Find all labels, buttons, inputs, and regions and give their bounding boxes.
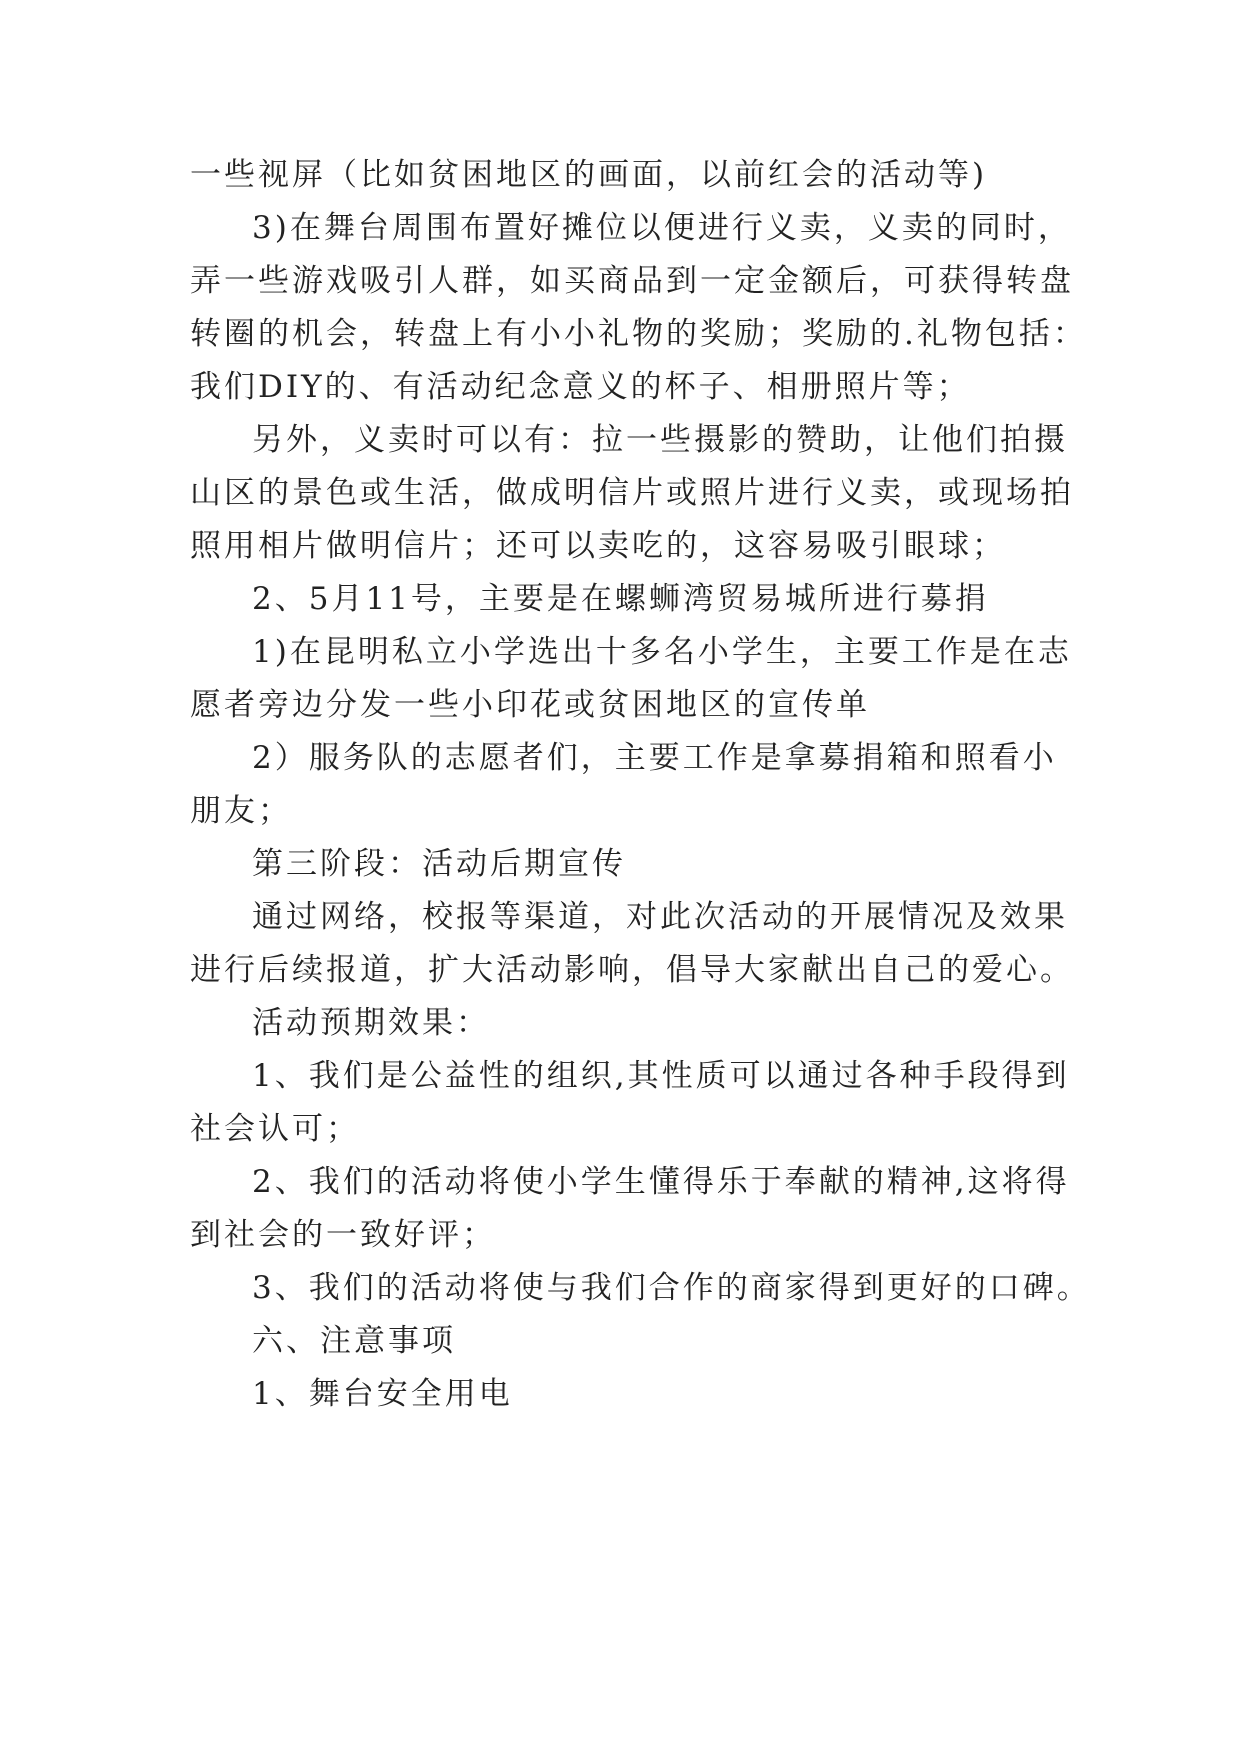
text-line: 六、注意事项 (252, 1323, 456, 1359)
text-line: 另外，义卖时可以有：拉一些摄影的赞助，让他们拍摄 (252, 422, 1068, 458)
text-line: 1、我们是公益性的组织,其性质可以通过各种手段得到 (252, 1058, 1070, 1094)
text-line: 2、我们的活动将使小学生懂得乐于奉献的精神,这将得 (252, 1164, 1070, 1200)
text-line: 照用相片做明信片；还可以卖吃的，这容易吸引眼球； (190, 528, 1006, 564)
text-line: 进行后续报道，扩大活动影响，倡导大家献出自己的爱心。 (190, 952, 1074, 988)
text-line: 3、我们的活动将使与我们合作的商家得到更好的口碑。 (252, 1270, 1091, 1306)
text-line: 1、舞台安全用电 (252, 1376, 513, 1412)
text-line: 1)在昆明私立小学选出十多名小学生，主要工作是在志 (252, 634, 1072, 670)
text-line: 2）服务队的志愿者们，主要工作是拿募捐箱和照看小 (252, 740, 1057, 776)
text-line: 弄一些游戏吸引人群，如买商品到一定金额后，可获得转盘 (190, 263, 1074, 299)
text-line: 我们DIY的、有活动纪念意义的杯子、相册照片等； (190, 369, 971, 405)
text-line: 通过网络，校报等渠道，对此次活动的开展情况及效果 (252, 899, 1068, 935)
text-line: 一些视屏（比如贫困地区的画面，以前红会的活动等) (190, 157, 988, 193)
text-line: 2、5月11号，主要是在螺蛳湾贸易城所进行募捐 (252, 581, 989, 617)
text-line: 社会认可； (190, 1111, 360, 1147)
text-line: 到社会的一致好评； (190, 1217, 496, 1253)
text-line: 第三阶段：活动后期宣传 (252, 846, 626, 882)
text-line: 转圈的机会，转盘上有小小礼物的奖励；奖励的.礼物包括： (190, 316, 1087, 352)
text-line: 愿者旁边分发一些小印花或贫困地区的宣传单 (190, 687, 870, 723)
text-line: 山区的景色或生活，做成明信片或照片进行义卖，或现场拍 (190, 475, 1074, 511)
text-line: 朋友； (190, 793, 292, 829)
text-line: 3)在舞台周围布置好摊位以便进行义卖，义卖的同时， (252, 210, 1072, 246)
text-line: 活动预期效果： (252, 1005, 490, 1041)
